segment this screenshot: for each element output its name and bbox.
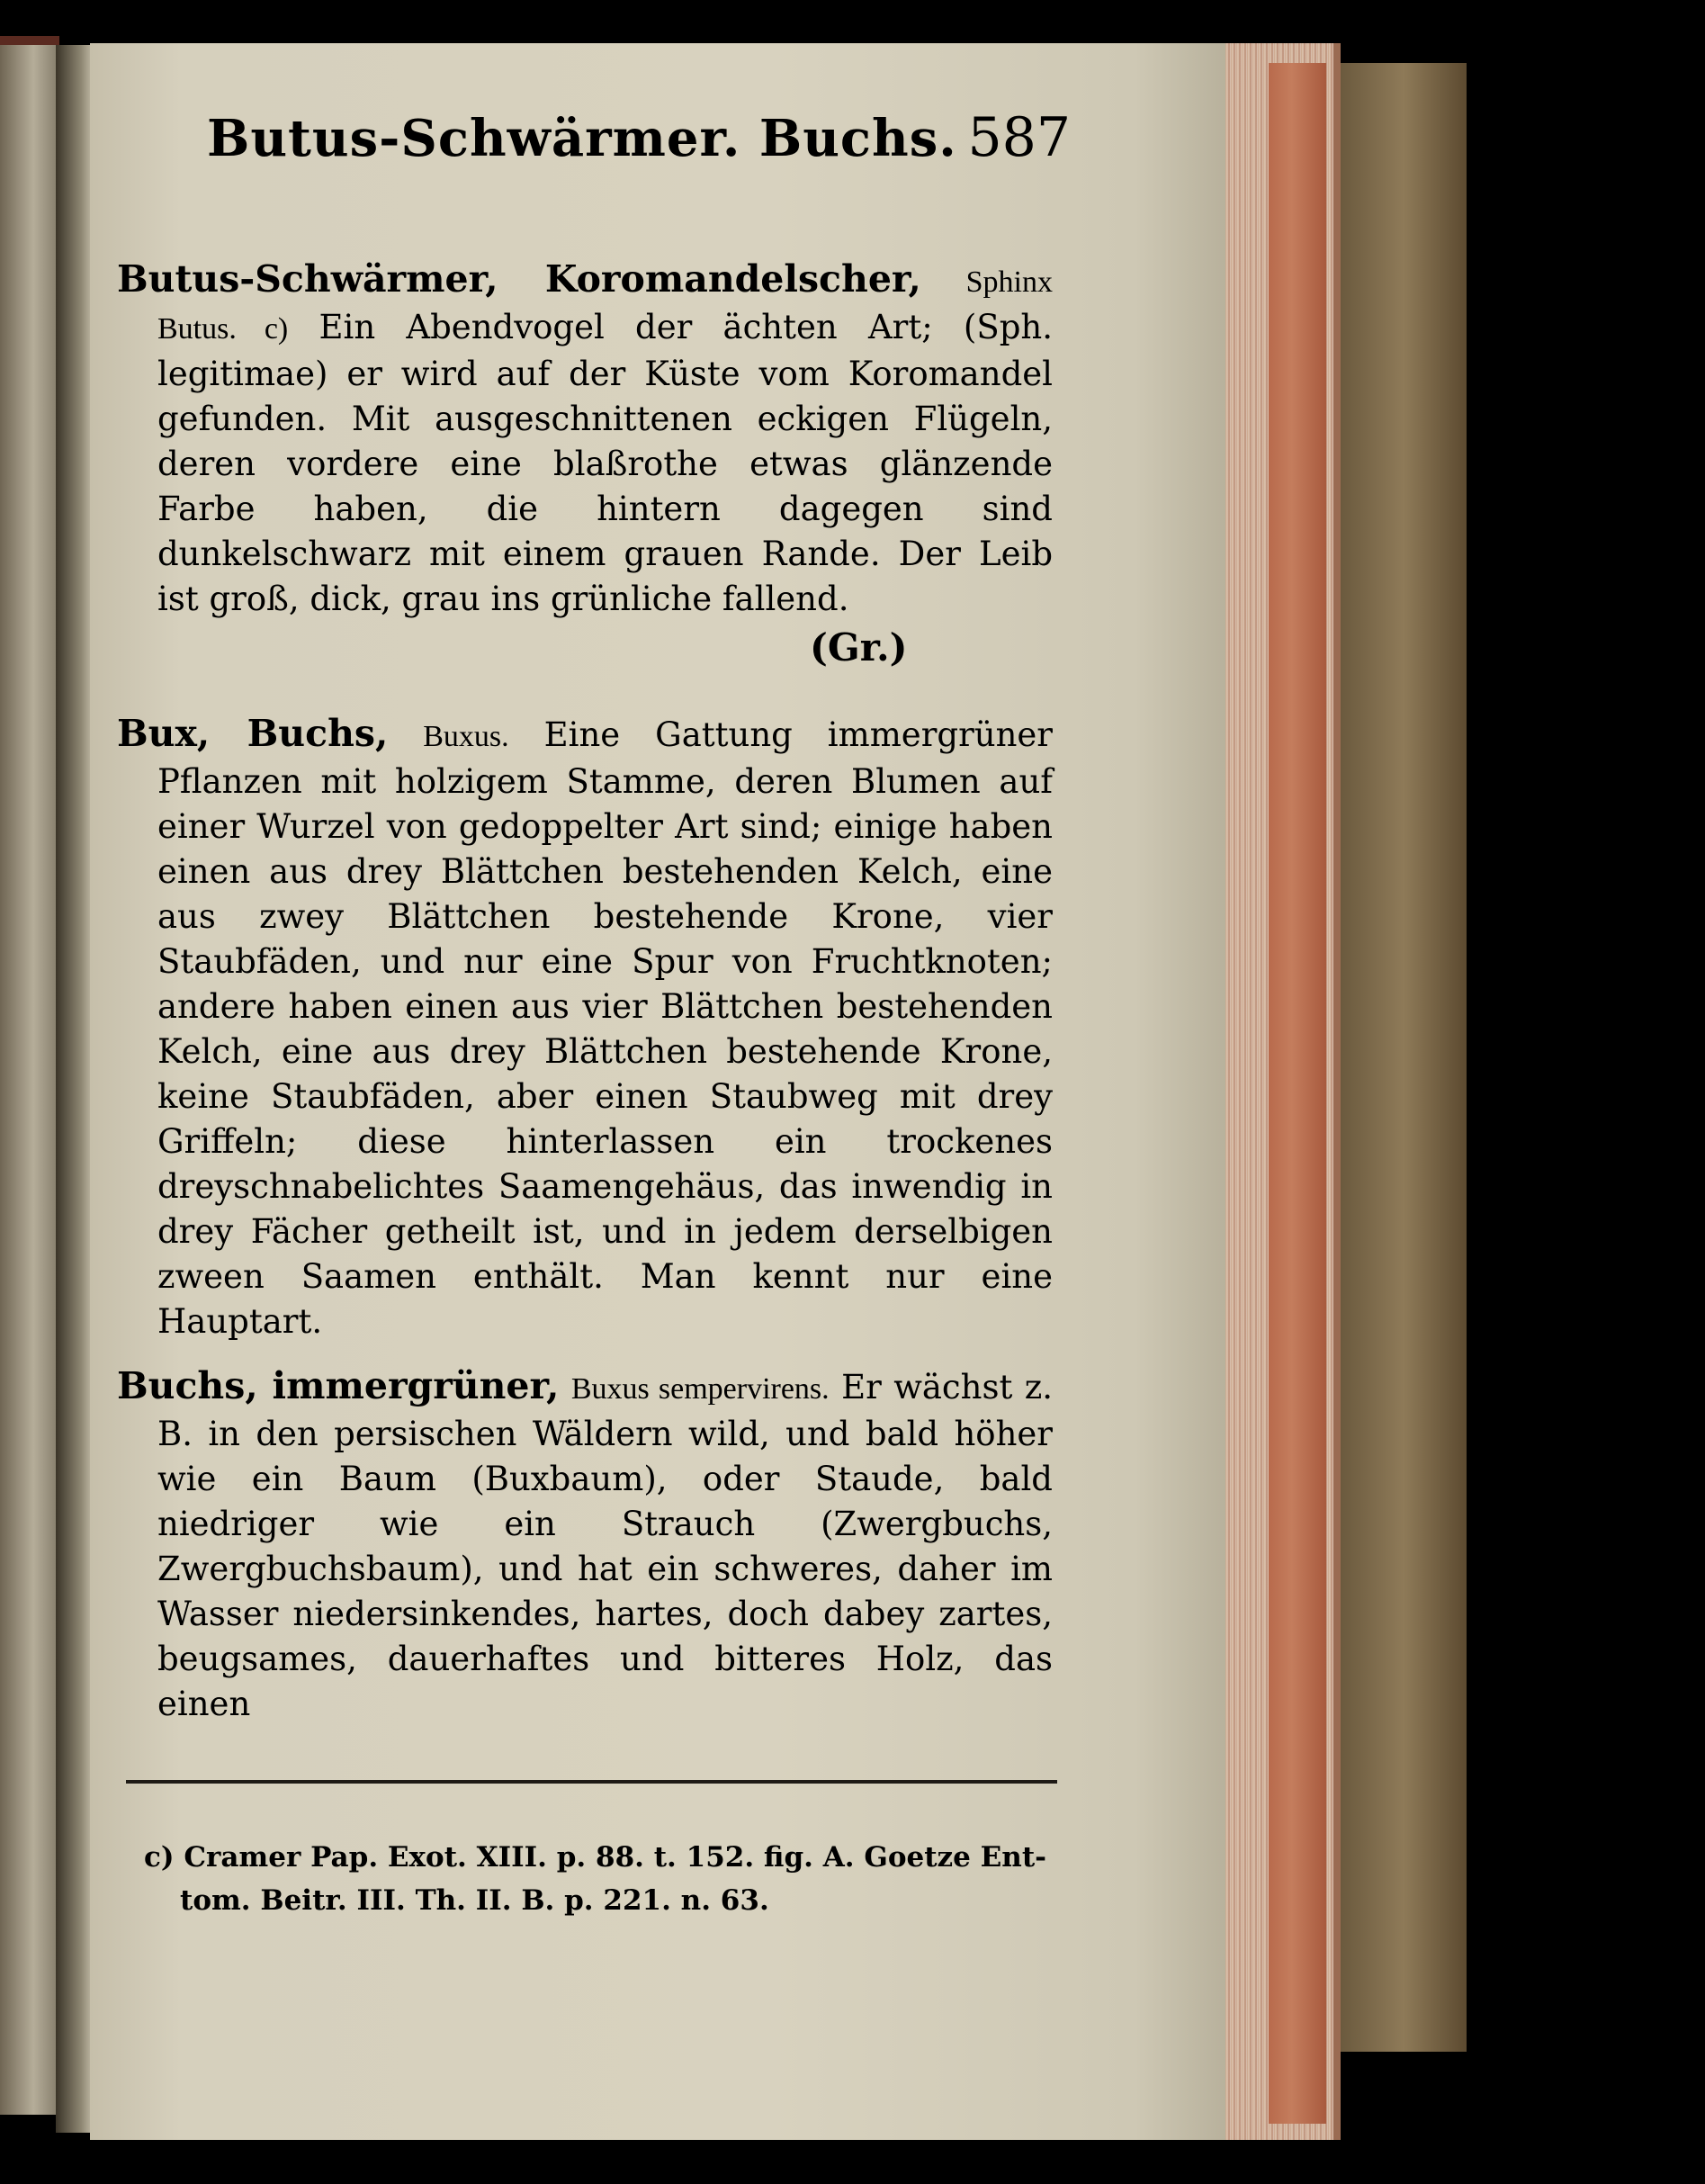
entry-bux-buchs <box>117 711 1053 1344</box>
footnote-line-2: tom. Beitr. III. Th. II. B. p. 221. n. 63. <box>180 1884 769 1917</box>
entry-text: Ein Abendvogel der ächten Art; (Sph. legitimae) er wird auf der Küste vom Koromandel gefunden. Mit ausgeschnittenen eckigen Flügeln, deren vordere eine blaßrothe etwas glänzende Farbe haben, die hintern dagegen sind dunkelschwarz mit einem grauen Rande. Der Leib ist groß, dick, grau ins grünliche fallend. <box>157 308 1053 618</box>
book-cover-right <box>1341 63 1467 2052</box>
entry-buchs-immergruener <box>117 1363 1053 1727</box>
entry-latin-name: Buxus. <box>423 720 509 753</box>
footnote-line-1: c) Cramer Pap. Exot. XIII. p. 88. t. 152. fig. A. Goetze Ent- <box>144 1841 1047 1874</box>
author-signature: (Gr.) <box>810 625 908 670</box>
entry-headword: Bux, Buchs, <box>117 712 389 755</box>
entry-latin-name: Buxus sempervirens. <box>570 1372 830 1406</box>
running-header <box>117 106 1071 169</box>
entry-text: Eine Gattung immergrüner Pflanzen mit holzigem Stamme, deren Blumen auf einer Wurzel von gedoppelter Art sind; einige haben einen aus drey Blättchen bestehenden Kelch, eine aus zwey Blättchen bestehende Krone, vier Staubfäden, und nur eine Spur von Fruchtknoten; andere haben einen aus vier Blättchen bestehenden Kelch, eine aus drey Blättchen bestehende Krone, keine Staubfäden, aber einen Staubweg mit drey Griffeln; diese hinterlassen ein trockenes dreyschnabelichtes Saamengehäus, das inwendig in drey Fächer getheilt ist, und in jedem derselbigen zween Saamen enthält. Man kennt nur eine Hauptart. <box>157 715 1053 1341</box>
running-title: Butus-Schwärmer. Buchs. <box>207 109 957 168</box>
page-number: 587 <box>967 106 1071 169</box>
entry-butus-schwaermer <box>117 256 1053 622</box>
footnote <box>144 1836 1062 1922</box>
footnote-divider <box>126 1780 1057 1784</box>
book-gutter <box>56 45 92 2133</box>
entry-headword: Buchs, immergrüner, <box>117 1364 560 1407</box>
entry-text: Er wächst z. B. in den persischen Wäldern wild, und bald höher wie ein Baum (Buxbaum), oder Staude, bald niedriger wie ein Strauch (Zwergbuchs, Zwergbuchsbaum), und hat ein schweres, daher im Wasser niedersinkendes, hartes, doch dabey zartes, beugsames, dauerhaftes und bitteres Holz, das einen <box>157 1368 1054 1723</box>
red-page-edge <box>1269 63 1326 2124</box>
entry-headword: Butus-Schwärmer, Koromandelscher, <box>117 257 921 301</box>
entry-latin-name: Sphinx Butus. c) <box>157 265 1053 346</box>
left-page-edge <box>0 45 56 2115</box>
